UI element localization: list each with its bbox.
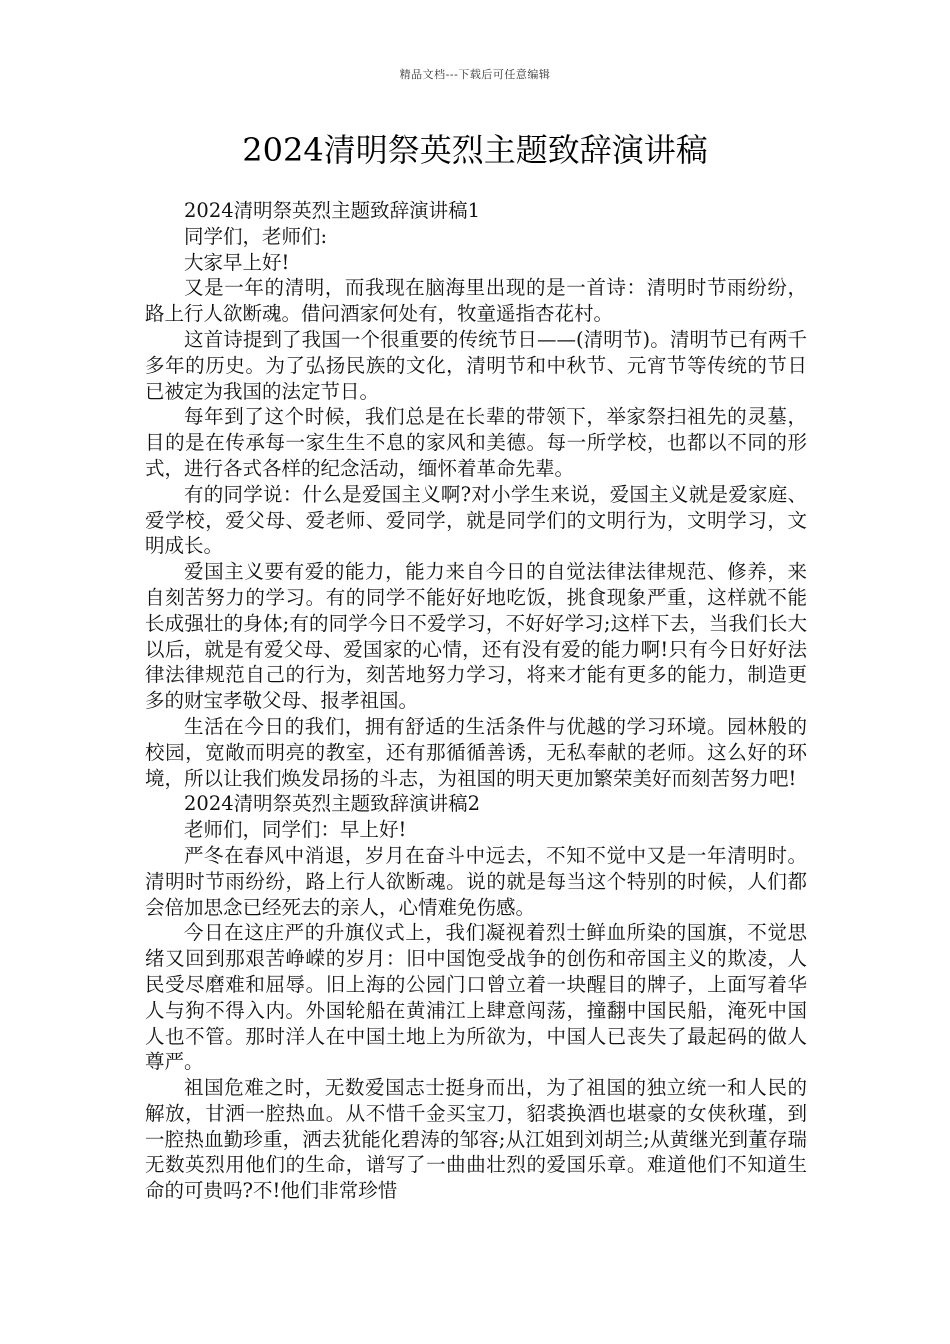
paragraph: 严冬在春风中消退，岁月在奋斗中远去，不知不觉中又是一年清明时。清明时节雨纷纷，路上行人欲断魂。说的就是每当这个特别的时候，人们都会倍加思念已经死去的亲人，心情难免伤感。	[145, 843, 807, 919]
document-title: 2024清明祭英烈主题致辞演讲稿	[242, 131, 708, 169]
paragraph: 又是一年的清明，而我现在脑海里出现的是一首诗：清明时节雨纷纷，路上行人欲断魂。借问酒家何处有，牧童遥指杏花村。	[145, 276, 807, 326]
section-heading: 2024清明祭英烈主题致辞演讲稿1	[184, 199, 481, 222]
paragraph: 有的同学说：什么是爱国主义啊?对小学生来说，爱国主义就是爱家庭、爱学校，爱父母、爱老师、爱同学，就是同学们的文明行为，文明学习，文明成长。	[145, 482, 807, 558]
paragraph: 生活在今日的我们，拥有舒适的生活条件与优越的学习环境。园林般的校园，宽敞而明亮的教室，还有那循循善诱，无私奉献的老师。这么好的环境，所以让我们焕发昂扬的斗志，为祖国的明天更加繁荣美好而刻苦努力吧!	[145, 714, 807, 790]
paragraph: 每年到了这个时候，我们总是在长辈的带领下，举家祭扫祖先的灵墓，目的是在传承每一家生生不息的家风和美德。每一所学校，也都以不同的形式，进行各式各样的纪念活动，缅怀着革命先辈。	[145, 405, 807, 480]
paragraph: 祖国危难之时，无数爱国志士挺身而出，为了祖国的独立统一和人民的解放，甘洒一腔热血。从不惜千金买宝刀，貂裘换酒也堪豪的女侠秋瑾，到一腔热血勤珍重，洒去犹能化碧涛的邹容;从江姐到刘胡兰;从黄继光到董存瑞无数英烈用他们的生命，谱写了一曲曲壮烈的爱国乐章。难道他们不知道生命的可贵吗?不!他们非常珍惜	[145, 1076, 807, 1203]
section-heading: 2024清明祭英烈主题致辞演讲稿2	[184, 792, 481, 816]
header-note: 精品文档---下载后可任意编辑	[399, 68, 551, 81]
document-body	[145, 198, 807, 1204]
paragraph: 老师们，同学们：早上好!	[184, 818, 407, 842]
paragraph: 大家早上好!	[184, 250, 290, 274]
paragraph: 同学们，老师们:	[184, 224, 328, 248]
paragraph: 爱国主义要有爱的能力，能力来自今日的自觉法律法律规范、修养，来自刻苦努力的学习。有的同学不能好好地吃饭，挑食现象严重，这样就不能长成强壮的身体;有的同学今日不爱学习，不好好学习;这样下去，当我们长大以后，就是有爱父母、爱国家的心情，还有没有爱的能力啊!只有今日好好法律法律规范自己的行为，刻苦地努力学习，将来才能有更多的能力，制造更多的财宝孝敬父母、报孝祖国。	[145, 560, 807, 713]
paragraph: 今日在这庄严的升旗仪式上，我们凝视着烈士鲜血所染的国旗，不觉思绪又回到那艰苦峥嵘的岁月：旧中国饱受战争的创伤和帝国主义的欺凌，人民受尽磨难和屈辱。旧上海的公园门口曾立着一块醒目的牌子，上面写着华人与狗不得入内。外国轮船在黄浦江上肆意闯荡，撞翻中国民船，淹死中国人也不管。那时洋人在中国土地上为所欲为，中国人已丧失了最起码的做人尊严。	[145, 921, 807, 1074]
paragraph: 这首诗提到了我国一个很重要的传统节日——(清明节)。清明节已有两千多年的历史。为了弘扬民族的文化，清明节和中秋节、元宵节等传统的节日已被定为我国的法定节日。	[145, 327, 807, 403]
